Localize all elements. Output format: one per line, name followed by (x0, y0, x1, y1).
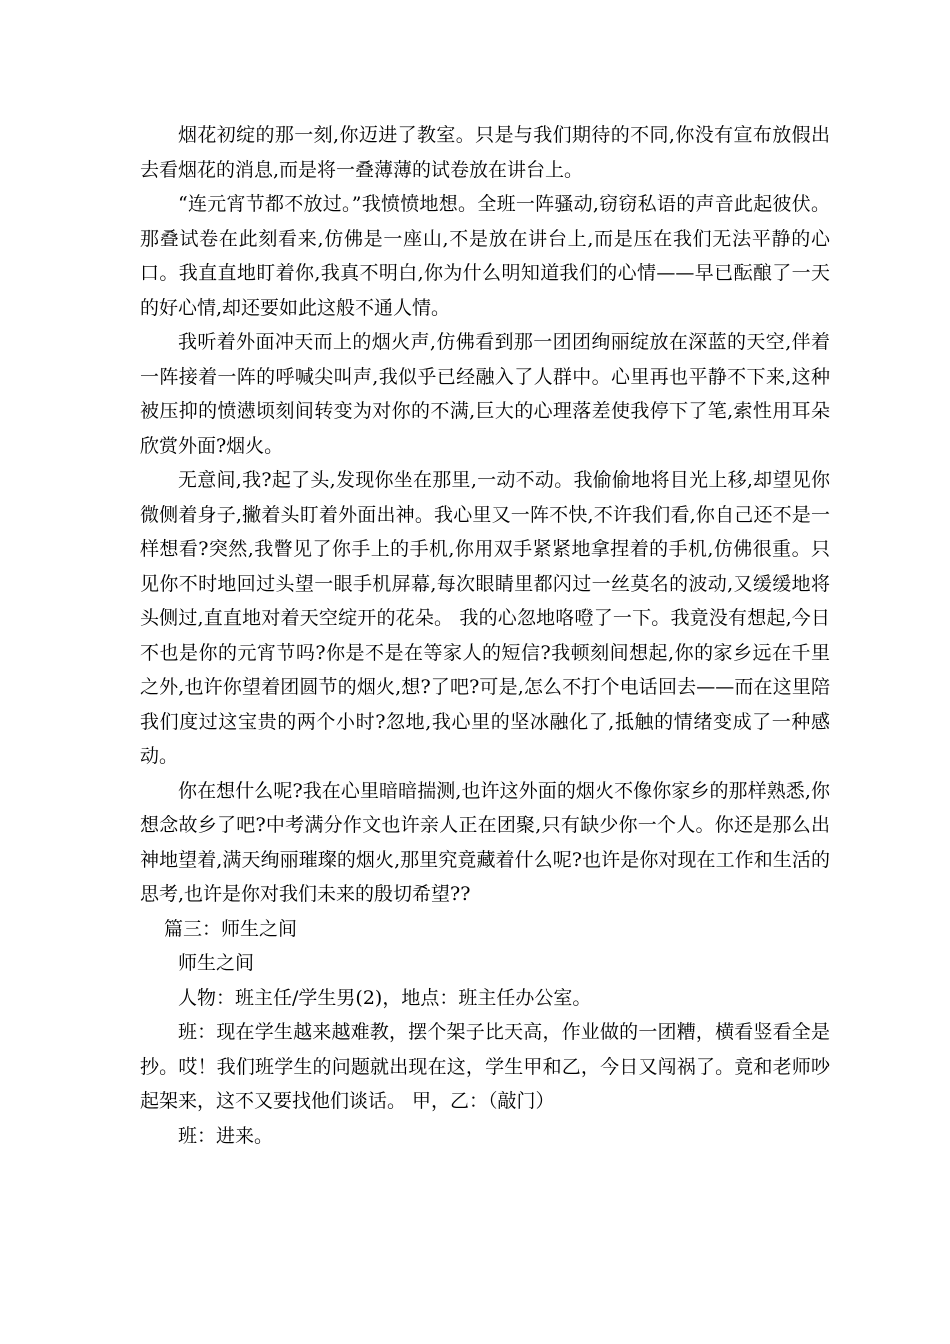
paragraph-4: 无意间,我?起了头,发现你坐在那里,一动不动。我偷偷地将目光上移,却望见你微侧着身子,撇着头盯着外面出神。我心里又一阵不快,不许我们看,你自己还不是一样想看?突然,我瞥见了你手上的手机,你用双手紧紧地拿捏着的手机,仿佛很重。只见你不时地回过头望一眼手机屏幕,每次眼睛里都闪过一丝莫名的波动,又缓缓地将头侧过,直直地对着天空绽开的花朵。 我的心忽地咯噔了一下。我竟没有想起,今日不也是你的元宵节吗?你是不是在等家人的短信?我顿刻间想起,你的家乡远在千里之外,也许你望着团圆节的烟火,想?了吧?可是,怎么不打个电话回去——而在这里陪我们度过这宝贵的两个小时?忽地,我心里的坚冰融化了,抵触的情绪变成了一种感动。 (140, 469, 830, 767)
section-title: 师生之间 (178, 952, 255, 974)
paragraph-2: “连元宵节都不放过。”我愤愤地想。全班一阵骚动,窃窃私语的声音此起彼伏。那叠试卷在此刻看来,仿佛是一座山,不是放在讲台上,而是压在我们无法平静的心口。我直直地盯着你,我真不明白,你为什么明知道我们的心情——早已酝酿了一天的好心情,却还要如此这般不通人情。 (140, 193, 830, 319)
section-heading: 篇三：师生之间 (164, 917, 298, 940)
script-dialogue-1: 班：现在学生越来越难教，摆个架子比天高，作业做的一团糟，横看竖看全是抄。哎！我们班学生的问题就出现在这，学生甲和乙，今日又闯祸了。竟和老师吵起架来，这不又要找他们谈话。 甲，乙：（敲门） (140, 1021, 830, 1112)
paragraph-1: 烟花初绽的那一刻,你迈进了教室。只是与我们期待的不同,你没有宣布放假出去看烟花的消息,而是将一叠薄薄的试卷放在讲台上。 (140, 124, 830, 181)
script-dialogue-2: 班：进来。 (178, 1124, 274, 1147)
paragraph-3: 我听着外面冲天而上的烟火声,仿佛看到那一团团绚丽绽放在深蓝的天空,伴着一阵接着一阵的呼喊尖叫声,我似乎已经融入了人群中。心里再也平静不下来,这种被压抑的愤懑顷刻间转变为对你的不满,巨大的心理落差使我停下了笔,索性用耳朵欣赏外面?烟火。 (140, 331, 830, 457)
paragraph-5: 你在想什么呢?我在心里暗暗揣测,也许这外面的烟火不像你家乡的那样熟悉,你想念故乡了吧?中考满分作文也许亲人正在团聚,只有缺少你一个人。你还是那么出神地望着,满天绚丽璀璨的烟火,那里究竟藏着什么呢?也许是你对现在工作和生活的思考,也许是你对我们未来的殷切希望?? (140, 779, 830, 905)
document-body (140, 118, 830, 1153)
script-characters-line: 人物：班主任/学生男(2)，地点：班主任办公室。 (178, 986, 592, 1009)
